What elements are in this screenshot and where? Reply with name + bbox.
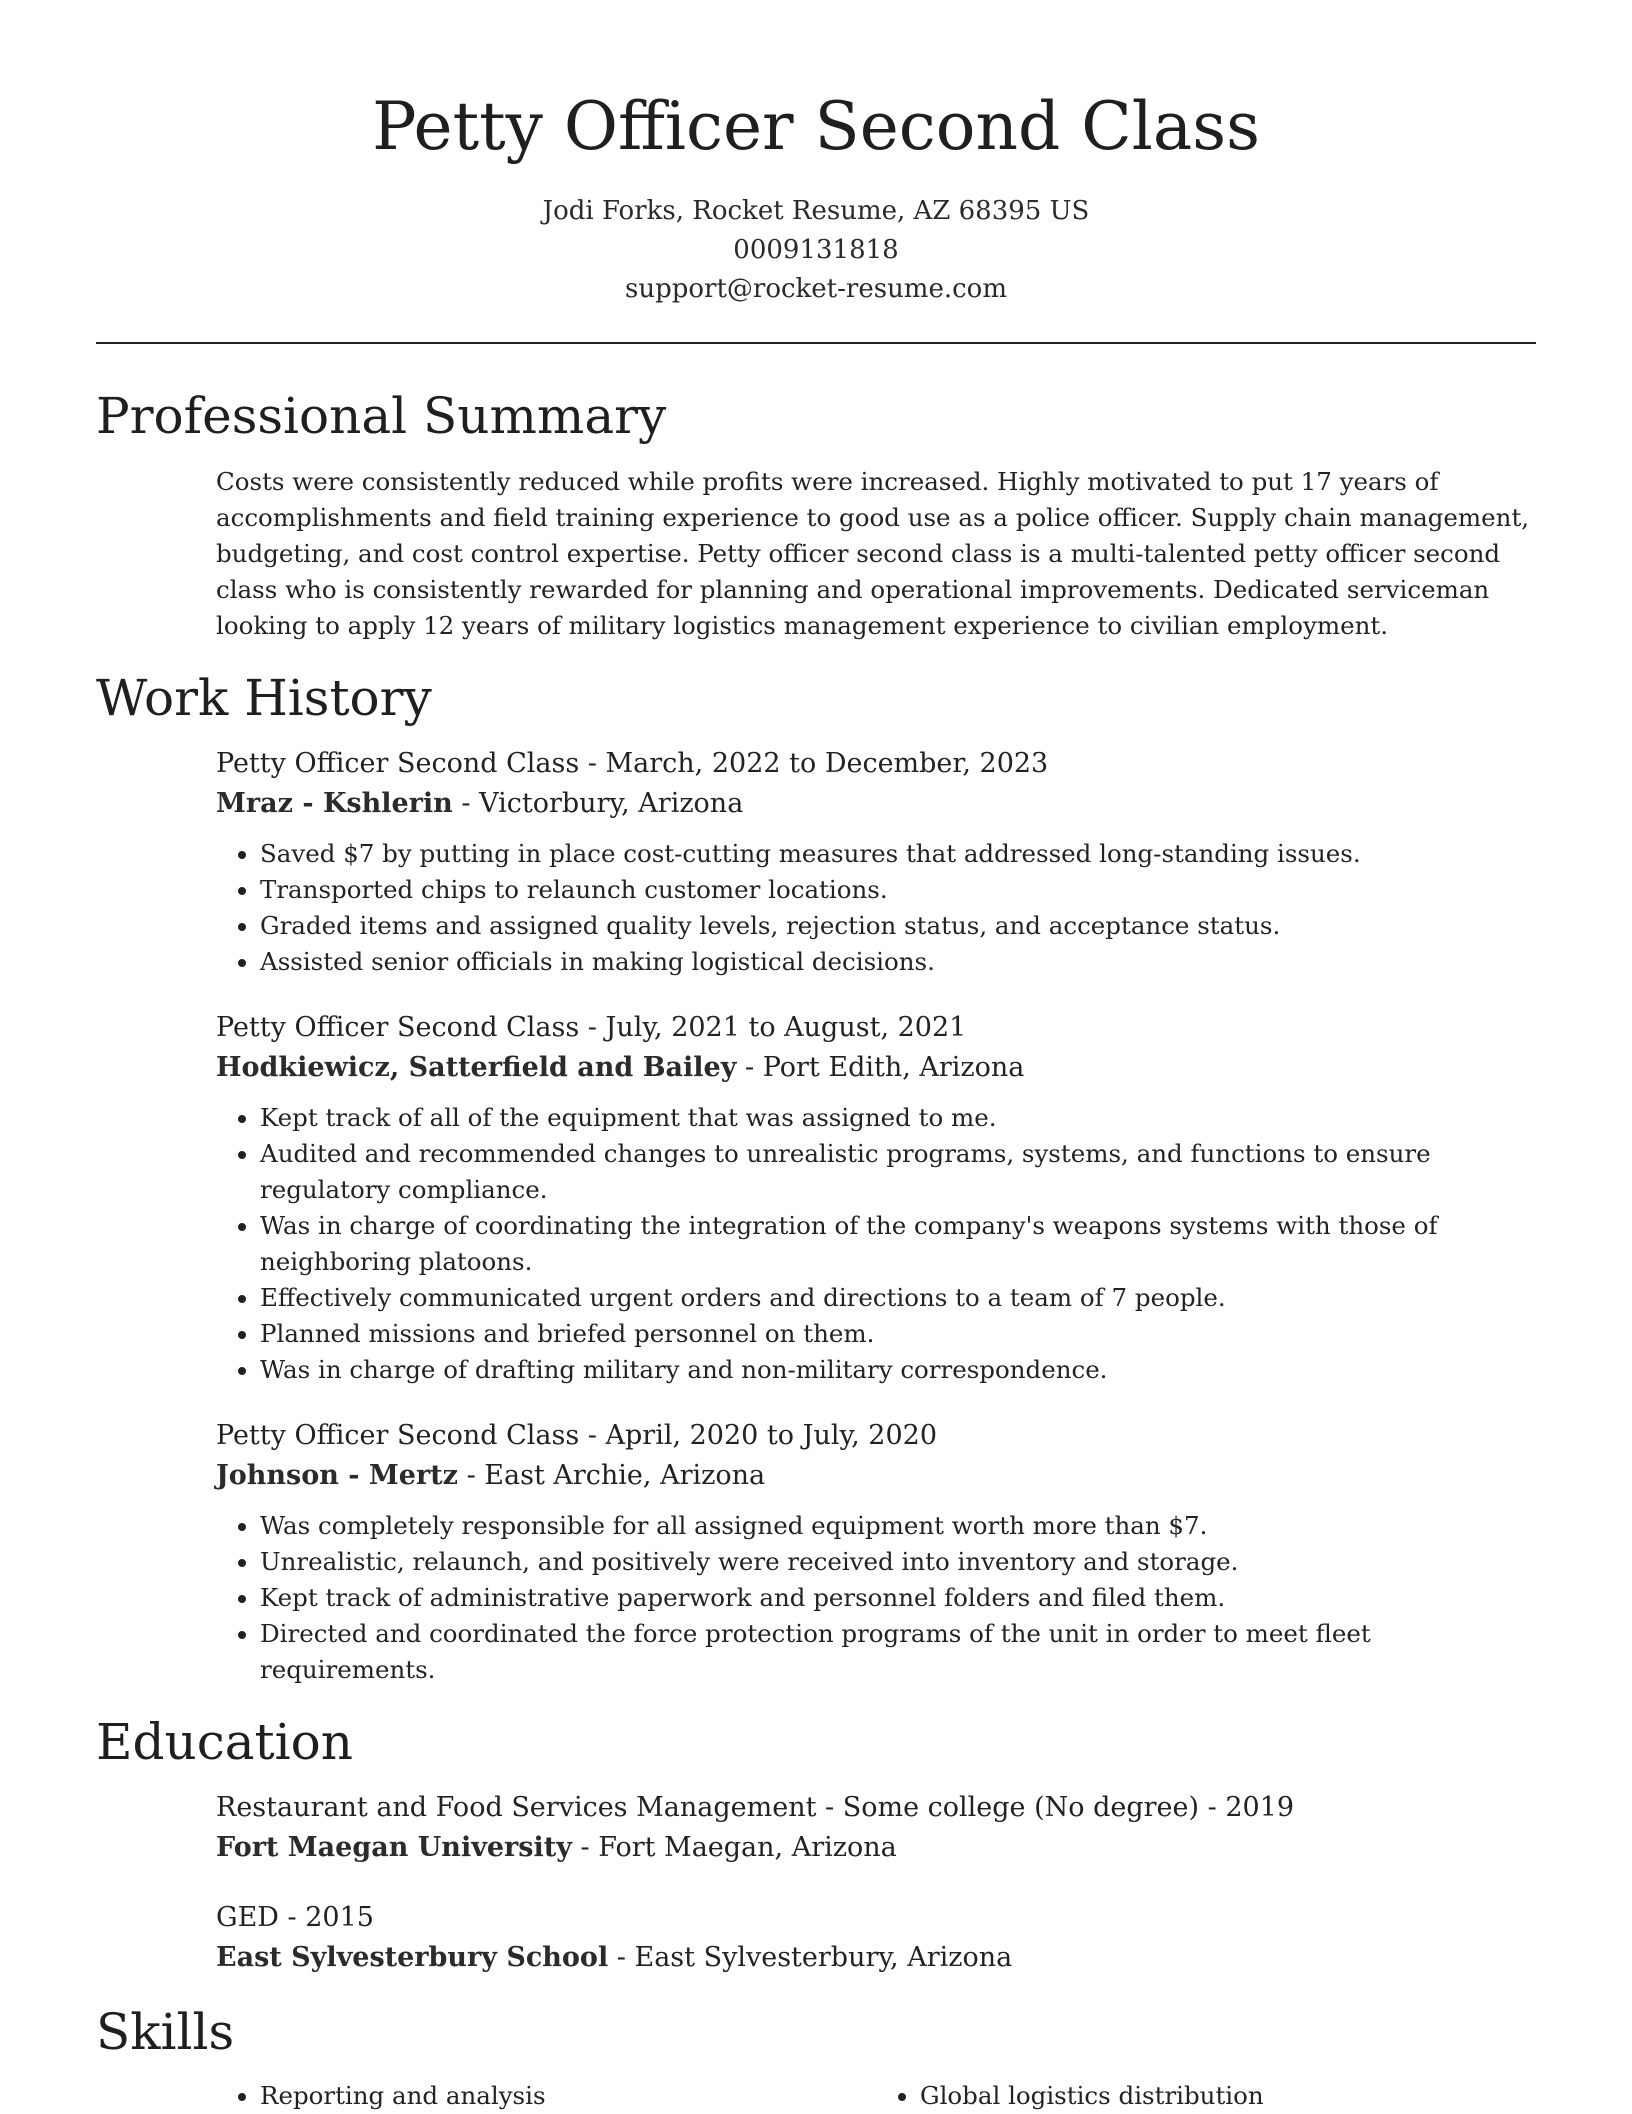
school-name: East Sylvesterbury School [216,1942,609,1973]
contact-block [0,192,1632,309]
job-company-line [216,784,1536,824]
list-item: • Directed and coordinated the force protection programs of the unit in order to meet fleet requirements. [260,1616,1536,1688]
job-entry [216,744,1536,980]
list-item: • Unrealistic, relaunch, and positively were received into inventory and storage. [260,1544,1536,1580]
skills-list-right [876,2078,1536,2114]
education-section [96,1706,1536,1978]
school-line [216,1828,1536,1868]
education-entry [216,1788,1536,1868]
education-heading: Education [96,1713,353,1771]
resume-header [0,0,1632,309]
address: Jodi Forks, Rocket Resume, AZ 68395 US [542,196,1090,226]
list-item: • Assisted senior officials in making logistical decisions. [260,944,1536,980]
job-title-line: Petty Officer Second Class - July, 2021 to August, 2021 [216,1012,967,1043]
school-location: - East Sylvesterbury, Arizona [608,1942,1013,1973]
skills-heading: Skills [96,2003,235,2061]
degree-line: GED - 2015 [216,1902,374,1933]
job-location: - Port Edith, Arizona [736,1052,1025,1083]
company-name: Mraz - Kshlerin [216,788,453,819]
skills-section [96,1996,1536,2114]
summary-heading: Professional Summary [96,387,667,445]
job-title-line: Petty Officer Second Class - March, 2022 to December, 2023 [216,748,1049,779]
list-item: • Graded items and assigned quality levels, rejection status, and acceptance status. [260,908,1536,944]
list-item: • Was in charge of drafting military and non-military correspondence. [260,1352,1536,1388]
list-item: • Planned missions and briefed personnel on them. [260,1316,1536,1352]
summary-text: Costs were consistently reduced while profits were increased. Highly motivated to put 17 years of accomplishments and field training experience to good use as a police officer. Supply chain management, budgeting, and cost control expertise. Petty officer second class is a multi-talented petty officer second class who is consistently rewarded for planning and operational improvements. Dedicated serviceman looking to apply 12 years of military logistics management experience to civilian employment. [216,467,1530,640]
phone: 0009131818 [733,235,899,265]
candidate-name: Petty Officer Second Class [372,88,1260,165]
list-item: • Was in charge of coordinating the integration of the company's weapons systems with those of neighboring platoons. [260,1208,1536,1280]
job-location: - East Archie, Arizona [458,1460,766,1491]
school-location: - Fort Maegan, Arizona [571,1832,897,1863]
company-name: Hodkiewicz, Satterfield and Bailey [216,1052,737,1083]
list-item: • Was completely responsible for all assigned equipment worth more than $7. [260,1508,1536,1544]
skills-list-left [216,2078,876,2114]
job-location: - Victorbury, Arizona [452,788,744,819]
education-entry [216,1898,1536,1978]
job-entry [216,1416,1536,1688]
list-item: • Effectively communicated urgent orders and directions to a team of 7 people. [260,1280,1536,1316]
job-company-line [216,1048,1536,1088]
list-item: • Transported chips to relaunch customer locations. [260,872,1536,908]
list-item: • Kept track of administrative paperwork and personnel folders and filed them. [260,1580,1536,1616]
school-line [216,1938,1536,1978]
list-item: • Kept track of all of the equipment that was assigned to me. [260,1100,1536,1136]
job-bullets [216,1508,1536,1688]
header-divider [96,342,1536,344]
work-history-heading: Work History [96,669,432,727]
work-history-section [96,662,1536,1688]
summary-section [96,380,1536,644]
list-item: • Saved $7 by putting in place cost-cutting measures that addressed long-standing issues. [260,836,1536,872]
job-bullets [216,836,1536,980]
company-name: Johnson - Mertz [216,1460,458,1491]
job-company-line [216,1456,1536,1496]
list-item: • Reporting and analysis [260,2078,876,2114]
job-title-line: Petty Officer Second Class - April, 2020 to July, 2020 [216,1420,938,1451]
resume-body [96,380,1536,2114]
job-entry [216,1008,1536,1388]
list-item: • Audited and recommended changes to unrealistic programs, systems, and functions to ensure regulatory compliance. [260,1136,1536,1208]
list-item: • Global logistics distribution [920,2078,1536,2114]
skills-grid [216,2078,1536,2114]
email[interactable]: support@rocket-resume.com [624,274,1007,304]
degree-line: Restaurant and Food Services Management - Some college (No degree) - 2019 [216,1792,1295,1823]
school-name: Fort Maegan University [216,1832,572,1863]
job-bullets [216,1100,1536,1388]
